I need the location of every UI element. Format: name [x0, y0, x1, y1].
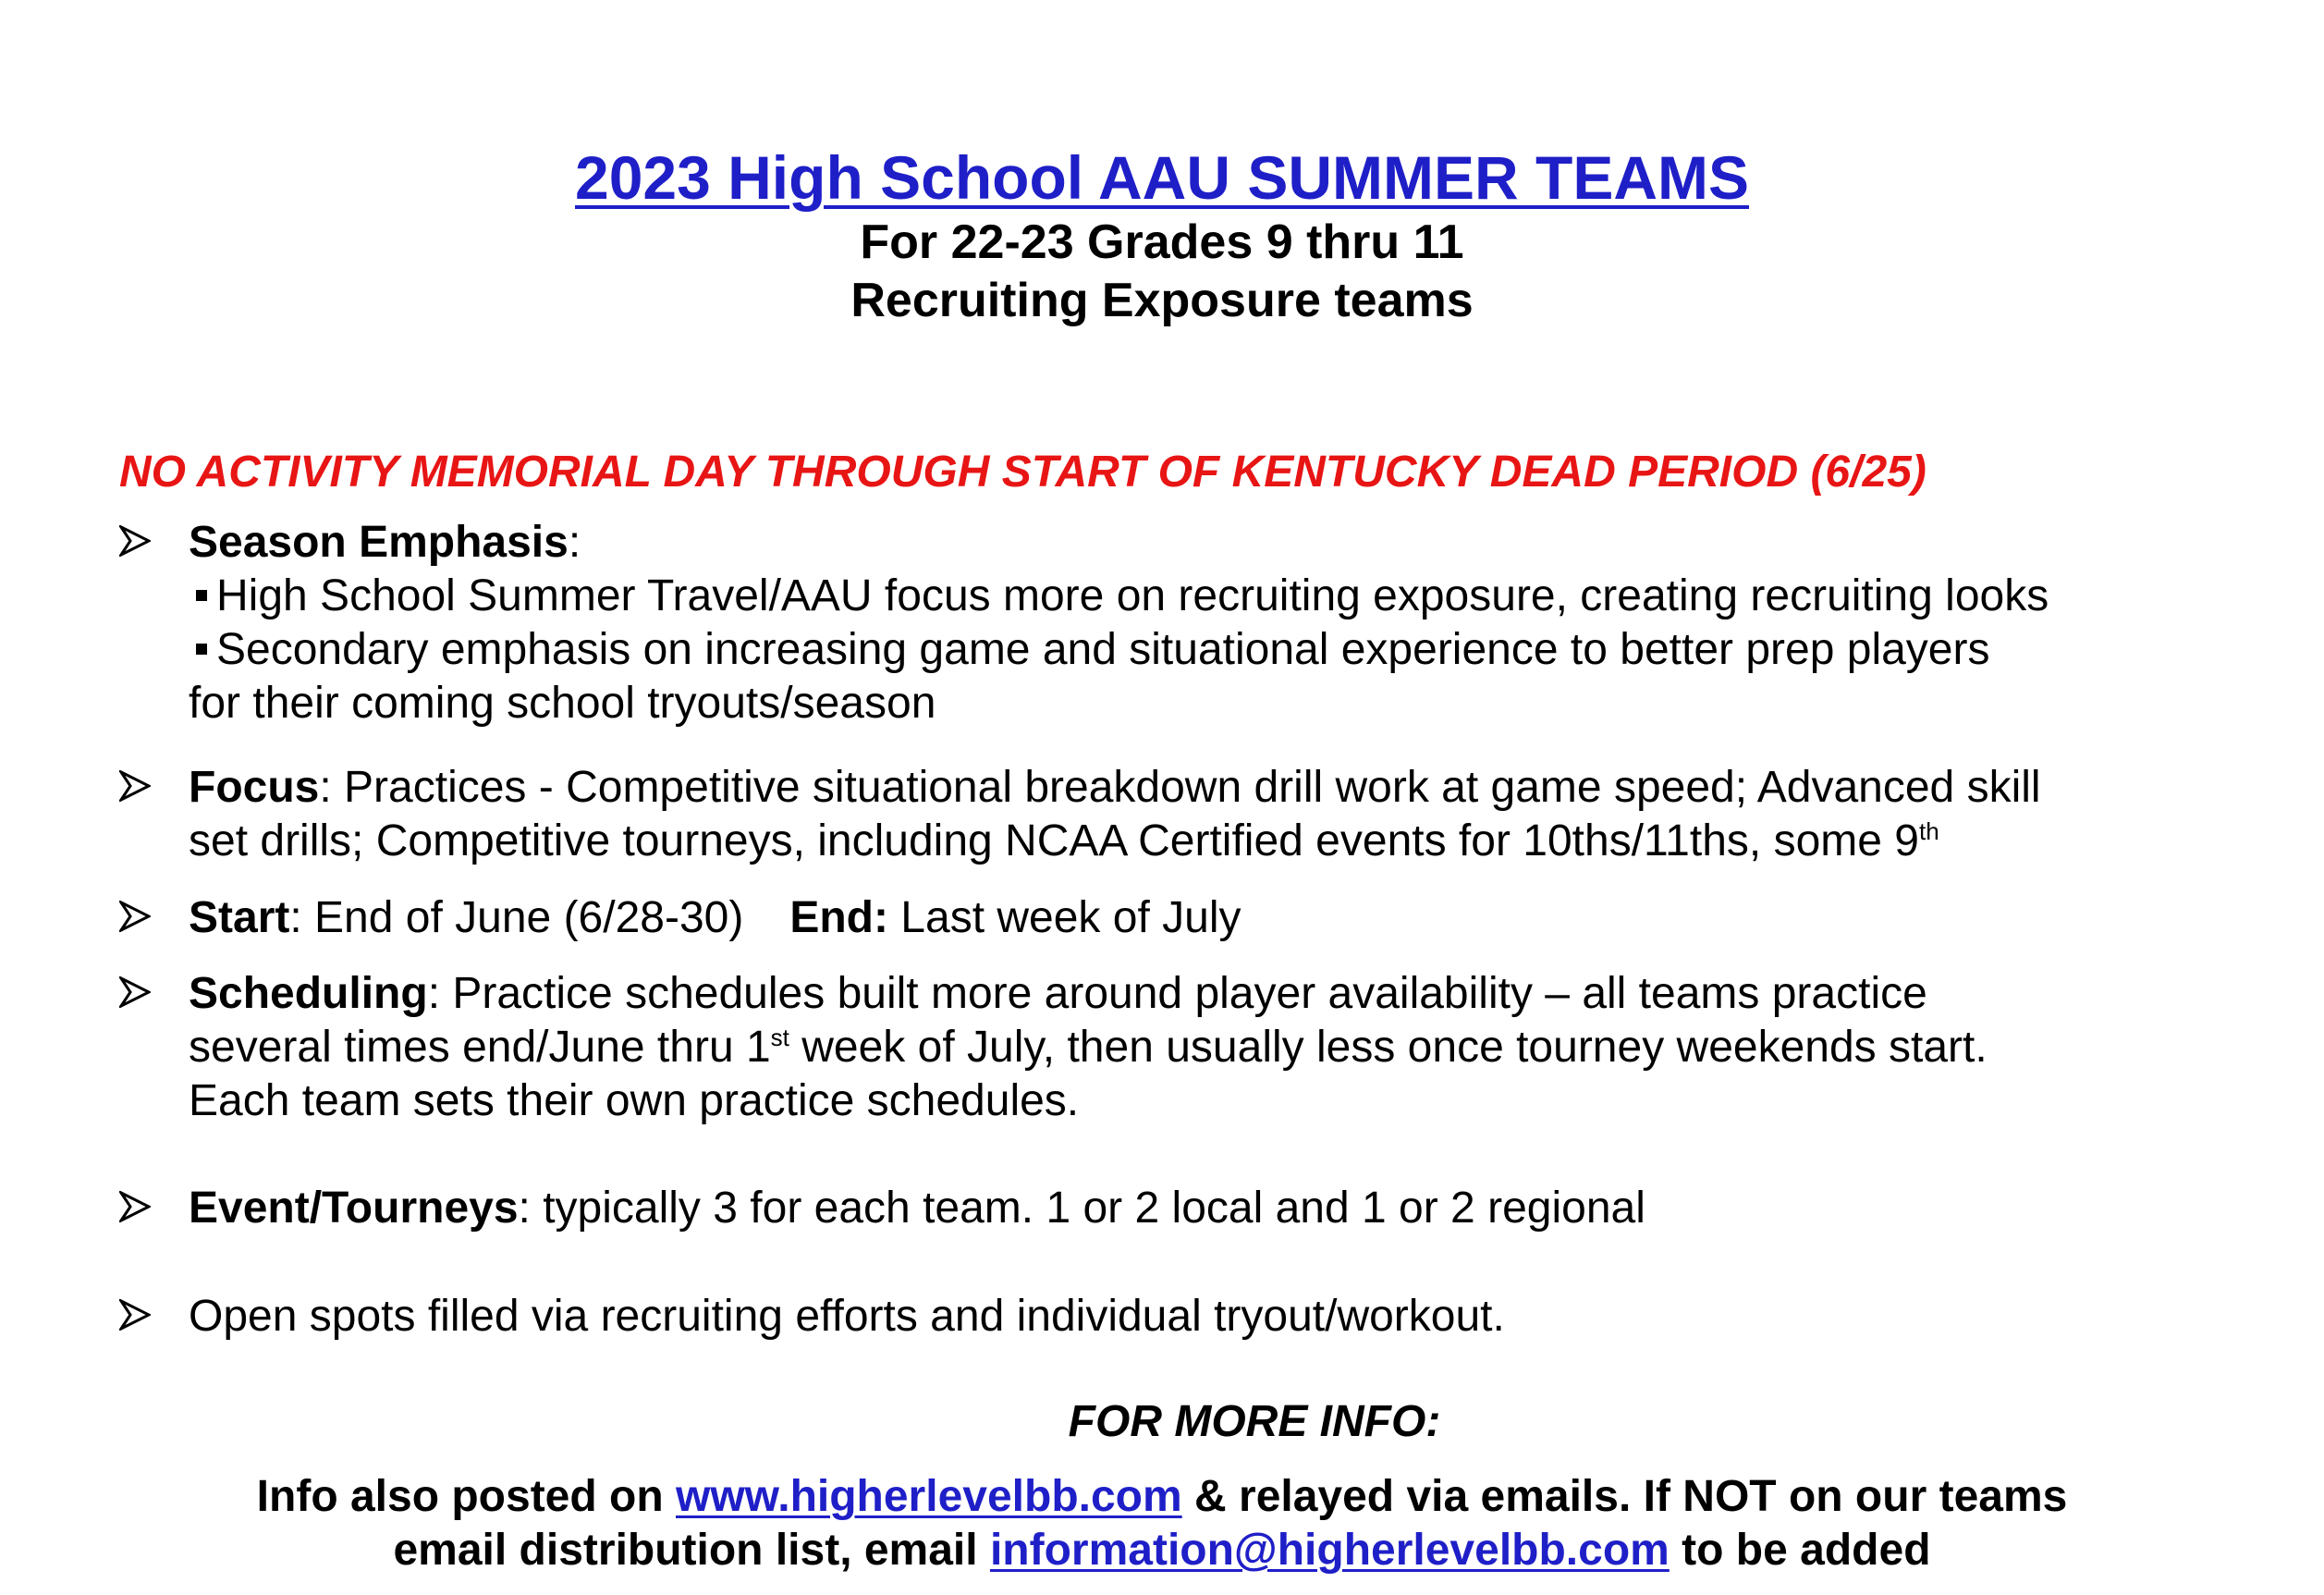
- focus-text-2: set drills; Competitive tourneys, including NCAA Certified events for 10ths/11ths, some 9: [189, 816, 1919, 865]
- title-link[interactable]: 2023 High School AAU SUMMER TEAMS: [574, 143, 1750, 212]
- arrow-bullet-icon: [119, 967, 175, 1008]
- scheduling-text-3: Each team sets their own practice schedules.: [189, 1076, 1080, 1125]
- end-text: Last week of July: [887, 893, 1242, 942]
- start-text: : End of June (6/28-30): [289, 893, 744, 942]
- open-spots-text: Open spots filled via recruiting efforts and individual tryout/workout.: [189, 1292, 1505, 1341]
- list-item-scheduling: [119, 967, 2245, 1128]
- notice-banner: NO ACTIVITY MEMORIAL DAY THROUGH START OF KENTUCKY DEAD PERIOD (6/25): [119, 448, 1926, 497]
- events-text: : typically 3 for each team. 1 or 2 local and 1 or 2 regional: [518, 1184, 1645, 1233]
- season-point-2: Secondary emphasis on increasing game and situational experience to better prep players: [216, 625, 1990, 674]
- arrow-bullet-icon: [119, 1290, 175, 1331]
- focus-text-1: : Practices - Competitive situational breakdown drill work at game speed; Advanced skill: [319, 763, 2041, 812]
- more-info-line1-a: Info also posted on: [256, 1472, 676, 1521]
- more-info-heading: FOR MORE INFO:: [1068, 1397, 1441, 1446]
- square-bullet-icon: [196, 644, 207, 655]
- email-link[interactable]: information@higherlevelbb.com: [989, 1526, 1670, 1575]
- scheduling-label: Scheduling: [189, 969, 428, 1018]
- more-info-line2-b: to be added: [1669, 1526, 1931, 1575]
- square-bullet-icon: [196, 590, 207, 601]
- scheduling-text-2a: several times end/June thru 1: [189, 1023, 771, 1072]
- more-info-text: [0, 1470, 2324, 1577]
- arrow-bullet-icon: [119, 516, 175, 557]
- arrow-bullet-icon: [119, 761, 175, 802]
- season-point-1: High School Summer Travel/AAU focus more on recruiting exposure, creating recruiting looks: [216, 571, 2049, 620]
- page-title: [0, 141, 2324, 215]
- focus-label: Focus: [189, 763, 320, 812]
- season-emphasis-label: Season Emphasis: [189, 518, 569, 567]
- arrow-bullet-icon: [119, 1182, 175, 1222]
- events-label: Event/Tourneys: [189, 1184, 519, 1233]
- season-emphasis-colon: :: [568, 518, 581, 567]
- list-item-season-emphasis: [119, 516, 2245, 730]
- scheduling-sup: st: [770, 1024, 789, 1051]
- more-info-line2-a: email distribution list, email: [393, 1526, 990, 1575]
- subtitle-exposure: Recruiting Exposure teams: [850, 274, 1474, 327]
- list-item-focus: [119, 761, 2245, 868]
- list-item-events: [119, 1182, 2245, 1235]
- scheduling-text-1: : Practice schedules built more around player availability – all teams practice: [427, 969, 1927, 1018]
- website-link[interactable]: www.higherlevelbb.com: [676, 1472, 1182, 1521]
- start-label: Start: [189, 893, 290, 942]
- season-point-2-cont: for their coming school tryouts/season: [189, 679, 936, 728]
- focus-sup: th: [1918, 817, 1939, 845]
- scheduling-text-2b: week of July, then usually less once tourney weekends start.: [789, 1023, 1988, 1072]
- end-label: End:: [789, 893, 888, 942]
- subtitle-grades: For 22-23 Grades 9 thru 11: [860, 215, 1464, 269]
- list-item-open-spots: [119, 1290, 2245, 1343]
- list-item-start: [119, 891, 2245, 945]
- more-info-line1-b: & relayed via emails. If NOT on our teams: [1181, 1472, 2068, 1521]
- arrow-bullet-icon: [119, 891, 175, 932]
